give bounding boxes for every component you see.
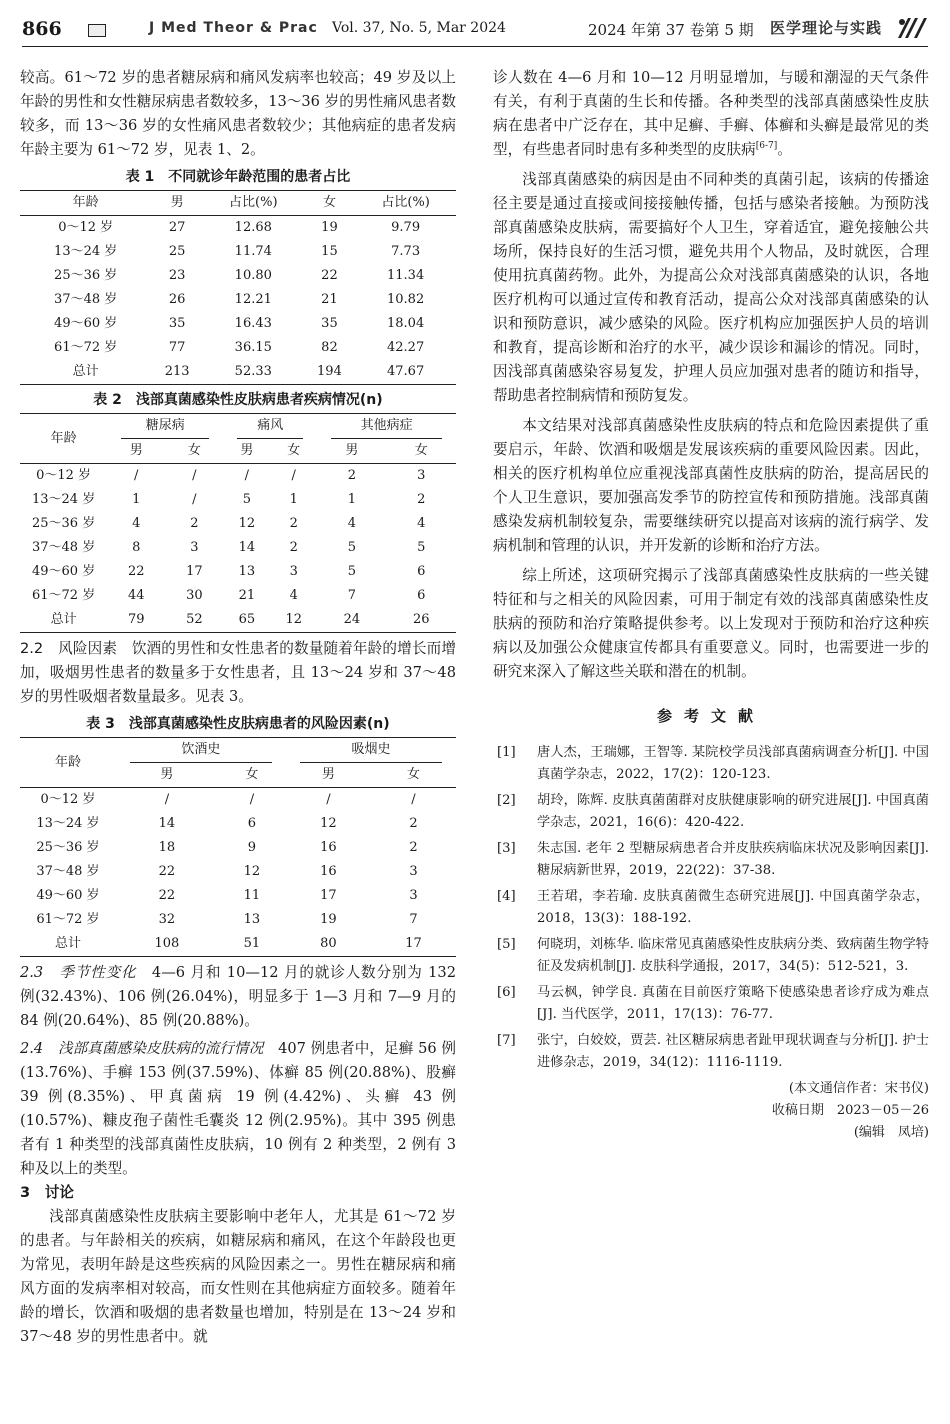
section-2-4-title: 2.4 浅部真菌感染皮肤病的流行情况 [20,1040,264,1057]
table-cell: / [192,468,197,483]
table-cell: 5 [242,492,251,507]
table-cell: 12 [320,816,337,831]
reference-item [493,790,929,834]
table-cell: 7 [347,588,356,603]
table-cell: 49～60 岁 [31,564,96,579]
table-row [20,884,456,908]
received-date: 收稿日期 2023－05－26 [771,1103,929,1118]
table-cell: 12 [243,864,261,879]
table-cell: 79 [127,612,145,627]
table-cell: 22 [158,864,176,879]
reference-item [493,934,929,978]
table-group-header: 其他病症 [331,414,442,439]
table-cell: 25 [168,244,186,259]
table-cell: 35 [321,316,338,331]
section-2-3-text: 4—6 月和 10—12 月的就诊人数分别为 132 例(32.43%)、106 例(26.04%)，明显多于 1—3 月和 7—9 月的 84 例(20.64%)、85 例(20.88%)。 [20,964,456,1029]
table-group-header: 吸烟史 [300,738,442,763]
table-cell: 6 [417,564,426,579]
table-cell: 2 [409,816,418,831]
table-header: 年龄 [20,191,151,216]
reference-number: [7] [497,1033,516,1048]
references-title: 参考文献 [656,707,765,725]
table-cell: 2 [289,516,298,531]
table-cell: / [411,792,416,807]
reference-item [493,1030,929,1074]
table-cell: 19 [321,220,338,235]
table-cell: 1 [132,492,141,507]
table-cell: / [291,468,296,483]
citation: [6-7] [755,141,778,152]
table3-risk-factors [20,737,456,957]
table-header: 年龄 [20,414,107,464]
table-header: 男 [151,191,203,216]
table-cell: 总计 [54,936,81,951]
table-cell: 21 [321,292,338,307]
table-cell: 9 [247,840,257,855]
table-cell: 77 [168,340,186,355]
table-cell: 108 [154,936,180,951]
reference-item [493,742,929,786]
table-cell: 17 [405,936,422,951]
table-cell: 23 [168,268,186,283]
table-cell: 21 [238,588,256,603]
reference-text: 胡玲，陈辉. 皮肤真菌菌群对皮肤健康影响的研究进展[J]. 中国真菌学杂志，2021，16(6)：420-422. [537,793,929,830]
table-row [20,584,456,608]
right-paragraph-1-text: 诊人数在 4—6 月和 10—12 月明显增加，与暖和潮湿的天气条件有关，有利于真菌的生长和传播。各种类型的浅部真菌感染性皮肤病在患者中广泛存在，其中足癣、手癣、体癣和头癣是最常见的类型，有些患者同时患有多种类型的皮肤病 [493,69,929,158]
table-cell: 36.15 [234,340,272,355]
table-cell: 49～60 岁 [54,316,118,331]
table-cell: 13～24 岁 [36,816,100,831]
table-subheader: 男 [321,767,335,782]
header-rule [22,46,928,47]
table-cell: 52.33 [234,364,272,379]
table-row [20,312,456,336]
table-cell: 17 [186,564,203,579]
reference-text: 何晓玥，刘栋华. 临床常见真菌感染性皮肤病分类、致病菌生物学特征及发病机制[J]. 皮肤科学通报，2017，34(5)：512-521，3. [537,937,929,974]
table-cell: 35 [168,316,186,331]
table-cell: 13～24 岁 [54,244,118,259]
table2-disease-status [20,413,456,633]
table-cell: 25～36 岁 [36,840,100,855]
table-cell: 3 [409,864,418,879]
table-cell: 12 [285,612,302,627]
table-cell: / [326,792,331,807]
table-row [20,512,456,536]
table-cell: / [192,492,197,507]
table-cell: 26 [168,292,186,307]
reference-text: 朱志国. 老年 2 型糖尿病患者合并皮肤疾病临床状况及影响因素[J]. 糖尿病新世界，2019，22(22)：37-38. [537,841,929,878]
table2-caption: 表 2 浅部真菌感染性皮肤病患者疾病情况(n) [93,392,383,408]
reference-item [493,886,929,930]
table-row [20,464,456,489]
volume-info: Vol. 37, No. 5, Mar 2024 [332,20,506,36]
table-cell: 14 [238,540,256,555]
table-row [20,216,456,241]
right-paragraph-3: 本文结果对浅部真菌感染性皮肤病的特点和危险因素提供了重要启示，年龄、饮酒和吸烟是发展该疾病的重要风险因素。因此，相关的医疗机构单位应重视浅部真菌性皮肤病的防治，提高居民的个人卫生意识，要加强高发季节的防控宣传和预防措施。浅部真菌感染发病机制较复杂，需要继续研究以提高对该病的流行病学、发病机制和管理的认识，并开发新的诊断和治疗方法。 [493,417,929,554]
table-cell: 2 [417,492,426,507]
table-cell: 30 [186,588,203,603]
table-cell: / [134,468,139,483]
table-cell: 11.74 [234,244,272,259]
table-cell: 总计 [50,612,77,627]
page-number: 866 [22,18,62,40]
reference-number: [4] [497,889,516,904]
right-column [493,66,929,1144]
table-cell: 42.27 [387,340,425,355]
table-cell: 51 [243,936,261,951]
table-cell: 0～12 岁 [40,792,96,807]
table-cell: 3 [417,468,426,483]
table1-age-distribution [20,190,456,385]
right-paragraph-2: 浅部真菌感染的病因是由不同种类的真菌引起，该病的传播途径主要是通过直接或间接接触传播，包括与感染者接触。为预防浅部真菌感染皮肤病，需要搞好个人卫生，穿着适宜，避免接触公共场所，保持良好的生活习惯，避免共用个人物品，及时就医，合理使用抗真菌药物。此外，为提高公众对浅部真菌感染的认识，各地医疗机构可以通过宣传和教育活动，提高公众对浅部真菌感染的认识和预防意识，减少感染的风险。医疗机构应加强医护人员的培训和教育，提高诊断和治疗的水平，减少误诊和漏诊的情况。同时，因浅部真菌感染容易复发，护理人员应加强对患者的随访和指导，帮助患者控制病情和预防复发。 [493,171,929,404]
corresponding-author: (本文通信作者：宋书仪) [788,1081,929,1096]
table-cell: 13 [243,912,261,927]
table-row [20,240,456,264]
table-cell: 61～72 岁 [54,340,118,355]
table-cell: / [249,792,255,807]
table-cell: / [244,468,250,483]
table-cell: 2 [409,840,418,855]
table-row [20,360,456,385]
table-cell: 22 [158,888,176,903]
reference-number: [6] [497,985,516,1000]
table-cell: 1 [289,492,298,507]
table-cell: 4 [347,516,356,531]
table-cell: 16.43 [234,316,272,331]
table-cell: 61～72 岁 [36,912,100,927]
table-cell: 19 [320,912,337,927]
table-cell: 6 [247,816,257,831]
intro-paragraph: 较高。61～72 岁的患者糖尿病和痛风发病率也较高；49 岁及以上年龄的男性和女性糖尿病患者数较多，13～36 岁的男性痛风患者数较多，而 13～36 岁的女性痛风患者数较少；其他病症的患者发病年龄主要为 61～72 岁，见表 1、2。 [20,69,456,158]
header-box-mark [88,24,106,37]
table-cell: 12 [238,516,256,531]
table-cell: 3 [190,540,199,555]
reference-number: [1] [497,745,516,760]
table-cell: 2 [347,468,356,483]
table-cell: 26 [412,612,430,627]
table-subheader: 男 [160,767,174,782]
table-cell: 49～60 岁 [36,888,100,903]
section-2-2-text: 饮酒的男性和女性患者的数量随着年龄的增长而增加，吸烟男性患者的数量多于女性患者，且 13～24 岁和 37～48 岁的男性吸烟者数量最多。见表 3。 [20,640,456,705]
table-group-header: 饮酒史 [130,738,272,763]
reference-number: [3] [497,841,516,856]
table-cell: 13 [238,564,256,579]
journal-name-cn: 医学理论与实践 [770,19,883,37]
table-cell: 4 [289,588,298,603]
journal-logo-icon [896,14,928,42]
issue-info-cn: 2024 年第 37 卷第 5 期 [588,21,754,39]
table-subheader: 女 [406,767,420,782]
table-cell: 80 [320,936,337,951]
table-cell: 18 [158,840,176,855]
table-cell: 61～72 岁 [31,588,96,603]
table-subheader: 男 [345,443,359,458]
table-cell: 25～36 岁 [54,268,118,283]
table-cell: 0～12 岁 [36,468,92,483]
section-2-2-title: 2.2 风险因素 [20,640,118,657]
reference-number: [5] [497,937,516,952]
table-group-header: 糖尿病 [121,414,209,439]
table-cell: 52 [186,612,203,627]
table-cell: 82 [321,340,338,355]
table-row [20,488,456,512]
right-paragraph-1-end: 。 [777,141,792,158]
table-cell: 7.73 [391,244,421,259]
table-row [20,788,456,813]
right-paragraph-1 [493,66,929,162]
table-cell: 13～24 岁 [31,492,96,507]
table-row [20,836,456,860]
table-cell: / [164,792,170,807]
reference-text: 王若珺，李若瑜. 皮肤真菌微生态研究进展[J]. 中国真菌学杂志，2018，13(3)：188-192. [537,889,929,926]
table-cell: 11.34 [387,268,425,283]
table-cell: 10.80 [234,268,272,283]
table-cell: 10.82 [387,292,425,307]
table-cell: 37～48 岁 [36,864,100,879]
table-cell: 1 [347,492,356,507]
table-cell: 6 [417,588,426,603]
table-cell: 25～36 岁 [31,516,96,531]
table-cell: 3 [289,564,298,579]
table-header: 占比(%) [355,191,456,216]
table-cell: 16 [320,864,337,879]
table-cell: 4 [132,516,141,531]
table1-caption: 表 1 不同就诊年龄范围的患者占比 [125,169,351,185]
table-cell: 37～48 岁 [31,540,96,555]
table-row [20,812,456,836]
editor-note: (编辑 凤培) [853,1125,929,1140]
right-paragraph-4: 综上所述，这项研究揭示了浅部真菌感染性皮肤病的一些关键特征和与之相关的风险因素，可用于制定有效的浅部真菌感染性皮肤病的预防和治疗策略提供参考。以上发现对于预防和治疗这种疾病以及加强公众健康宣传都具有重要意义。同时，也需要进一步的研究来深入了解这些关联和潜在的机制。 [493,567,929,680]
reference-item [493,982,929,1026]
table-cell: 22 [127,564,145,579]
discussion-paragraph: 浅部真菌感染性皮肤病主要影响中老年人，尤其是 61～72 岁的患者。与年龄相关的疾病，如糖尿病和痛风，在这个年龄段也更为常见，表明年龄是这些疾病的风险因素之一。男性在糖尿病和痛风方面的发病率相对较高，而女性则在其他病症方面较多。随着年龄的增长，饮酒和吸烟的患者数量也增加，特别是在 13～24 岁和 37～48 岁的男性患者中。就 [20,1208,456,1345]
table3-caption: 表 3 浅部真菌感染性皮肤病患者的风险因素(n) [86,716,390,732]
section-2-4-text: 407 例患者中，足癣 56 例(13.76%)、手癣 153 例(37.59%)、体癣 85 例(20.88%)、股癣 39 例(8.35%)、甲真菌病 19 例(4.42%)、头癣 43 例(10.57%)、糠皮孢子菌性毛囊炎 12 例(2.95%)。其中 395 例患者有 1 种类型的浅部真菌性皮肤病，10 例有 2 种类型，2 例有 3 种及以上的类型。 [20,1040,456,1177]
table-cell: 16 [320,840,337,855]
table-header: 女 [304,191,356,216]
table-subheader: 女 [187,443,201,458]
table-header: 年龄 [20,738,116,788]
table-cell: 5 [347,540,356,555]
table-cell: 总计 [72,364,99,379]
table-cell: 15 [321,244,338,259]
reference-item [493,838,929,882]
table-cell: 32 [158,912,176,927]
reference-text: 张宁，白姣姣，贾芸. 社区糖尿病患者趾甲现状调查与分析[J]. 护士进修杂志，2019，34(12)：1116-1119. [537,1033,929,1070]
table-cell: 3 [409,888,418,903]
table-cell: 5 [347,564,356,579]
table-cell: 4 [417,516,426,531]
table-cell: 9.79 [391,220,421,235]
table-row [20,336,456,360]
table-cell: 24 [343,612,361,627]
section-3-title: 3 讨论 [20,1184,74,1201]
table-group-header: 痛风 [237,414,303,439]
table-cell: 2 [289,540,298,555]
table-row [20,264,456,288]
table-subheader: 男 [240,443,254,458]
table-row [20,608,456,633]
table-cell: 12.68 [234,220,272,235]
reference-text: 马云枫，钟学良. 真菌在目前医疗策略下使感染患者诊疗成为难点[J]. 当代医学，2011，17(13)：76-77. [537,985,929,1022]
table-cell: 2 [190,516,199,531]
table-header: 占比(%) [203,191,304,216]
table-cell: 5 [417,540,426,555]
table-cell: 8 [132,540,141,555]
table-cell: 27 [168,220,186,235]
table-row [20,908,456,932]
table-cell: 44 [127,588,145,603]
table-cell: 7 [409,912,418,927]
table-row [20,860,456,884]
table-row [20,536,456,560]
table-cell: 65 [238,612,256,627]
journal-name-en: J Med Theor & Prac [149,20,318,36]
table-subheader: 女 [245,767,259,782]
table-row [20,932,456,957]
section-2-3-title: 2.3 季节性变化 [20,964,137,981]
table-cell: 18.04 [387,316,425,331]
table-cell: 37～48 岁 [54,292,118,307]
table-row [20,560,456,584]
table-subheader: 男 [129,443,143,458]
reference-number: [2] [497,793,516,808]
table-cell: 0～12 岁 [58,220,114,235]
table-cell: 12.21 [234,292,272,307]
table-subheader: 女 [287,443,301,458]
table-cell: 47.67 [387,364,425,379]
running-header [22,16,928,46]
table-cell: 14 [158,816,176,831]
table-cell: 22 [321,268,338,283]
table-row [20,288,456,312]
table-subheader: 女 [414,443,428,458]
table-cell: 17 [320,888,337,903]
reference-text: 唐人杰，王瑞娜，王智等. 某院校学员浅部真菌病调查分析[J]. 中国真菌学杂志，2022，17(2)：120-123. [537,745,929,782]
reference-list [493,742,929,1074]
table-cell: 11 [243,888,261,903]
table-cell: 194 [317,364,342,379]
table-cell: 213 [164,364,190,379]
left-column [20,66,456,1349]
